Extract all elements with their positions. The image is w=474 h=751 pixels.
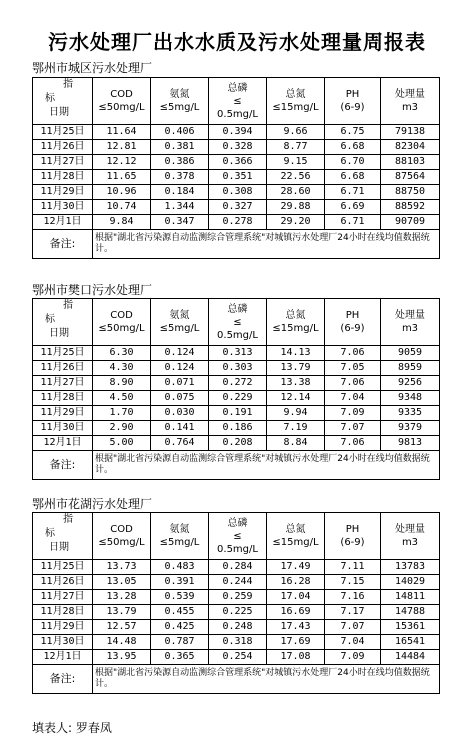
column-header-flow: 处理量 m3: [381, 299, 440, 346]
value-cell: 13783: [381, 560, 440, 575]
value-cell: 22.56: [267, 170, 325, 185]
column-header-cod: COD ≤50mg/L: [93, 299, 151, 346]
value-cell: 7.09: [325, 406, 381, 421]
table-row: [33, 650, 440, 665]
value-cell: 6.71: [325, 185, 381, 200]
value-cell: 0.386: [151, 155, 209, 170]
note-text: 根据"湖北省污染源自动监测综合管理系统"对城镇污水处理厂24小时在线均值数据统计。: [93, 451, 440, 480]
table-row: [33, 200, 440, 215]
value-cell: 0.406: [151, 125, 209, 140]
table-row: [33, 436, 440, 451]
section-label: 鄂州市花湖污水处理厂: [32, 497, 153, 511]
value-cell: 13.73: [93, 560, 151, 575]
table-row: [33, 170, 440, 185]
date-cell: 11月26日: [33, 140, 93, 155]
value-cell: 1.344: [151, 200, 209, 215]
column-header-ph: PH (6-9): [325, 78, 381, 125]
value-cell: 7.19: [267, 421, 325, 436]
column-header-nh3: 氨氮 ≤5mg/L: [151, 513, 209, 560]
value-cell: 0.394: [209, 125, 267, 140]
note-text: 根据"湖北省污染源自动监测综合管理系统"对城镇污水处理厂24小时在线均值数据统计。: [93, 665, 440, 694]
value-cell: 14788: [381, 605, 440, 620]
value-cell: 29.88: [267, 200, 325, 215]
value-cell: 8.84: [267, 436, 325, 451]
value-cell: 6.68: [325, 140, 381, 155]
value-cell: 0.378: [151, 170, 209, 185]
date-cell: 11月29日: [33, 620, 93, 635]
value-cell: 0.381: [151, 140, 209, 155]
value-cell: 0.248: [209, 620, 267, 635]
value-cell: 0.184: [151, 185, 209, 200]
value-cell: 9.15: [267, 155, 325, 170]
value-cell: 7.15: [325, 575, 381, 590]
value-cell: 9335: [381, 406, 440, 421]
column-header-tn: 总氮 ≤15mg/L: [267, 78, 325, 125]
value-cell: 7.04: [325, 391, 381, 406]
value-cell: 15361: [381, 620, 440, 635]
value-cell: 16.28: [267, 575, 325, 590]
value-cell: 0.539: [151, 590, 209, 605]
value-cell: 13.79: [93, 605, 151, 620]
value-cell: 16.69: [267, 605, 325, 620]
value-cell: 0.365: [151, 650, 209, 665]
value-cell: 9.84: [93, 215, 151, 230]
value-cell: 9059: [381, 346, 440, 361]
value-cell: 0.351: [209, 170, 267, 185]
date-cell: 11月25日: [33, 346, 93, 361]
value-cell: 12.12: [93, 155, 151, 170]
value-cell: 0.303: [209, 361, 267, 376]
value-cell: 17.08: [267, 650, 325, 665]
column-header-flow: 处理量 m3: [381, 78, 440, 125]
table-row: [33, 140, 440, 155]
value-cell: 6.75: [325, 125, 381, 140]
value-cell: 7.11: [325, 560, 381, 575]
value-cell: 0.186: [209, 421, 267, 436]
note-label: 备注:: [33, 665, 93, 694]
note-row: [33, 665, 440, 694]
date-cell: 11月25日: [33, 560, 93, 575]
value-cell: 7.16: [325, 590, 381, 605]
column-header-nh3: 氨氮 ≤5mg/L: [151, 299, 209, 346]
value-cell: 7.06: [325, 346, 381, 361]
value-cell: 0.141: [151, 421, 209, 436]
date-cell: 11月27日: [33, 590, 93, 605]
value-cell: 14.13: [267, 346, 325, 361]
value-cell: 0.244: [209, 575, 267, 590]
value-cell: 0.075: [151, 391, 209, 406]
value-cell: 0.208: [209, 436, 267, 451]
date-cell: 12月1日: [33, 650, 93, 665]
value-cell: 5.00: [93, 436, 151, 451]
value-cell: 79138: [381, 125, 440, 140]
value-cell: 0.318: [209, 635, 267, 650]
value-cell: 0.225: [209, 605, 267, 620]
date-cell: 11月25日: [33, 125, 93, 140]
column-header-flow: 处理量 m3: [381, 513, 440, 560]
value-cell: 13.05: [93, 575, 151, 590]
date-cell: 11月26日: [33, 361, 93, 376]
water-quality-table: [32, 77, 440, 259]
value-cell: 6.69: [325, 200, 381, 215]
table-row: [33, 406, 440, 421]
date-cell: 11月30日: [33, 635, 93, 650]
value-cell: 7.04: [325, 635, 381, 650]
value-cell: 0.278: [209, 215, 267, 230]
water-quality-table: [32, 512, 440, 694]
header-corner: 指 标 日期: [33, 78, 93, 125]
value-cell: 7.17: [325, 605, 381, 620]
value-cell: 14484: [381, 650, 440, 665]
value-cell: 0.254: [209, 650, 267, 665]
value-cell: 13.95: [93, 650, 151, 665]
table-row: [33, 155, 440, 170]
value-cell: 14811: [381, 590, 440, 605]
value-cell: 9379: [381, 421, 440, 436]
value-cell: 88592: [381, 200, 440, 215]
value-cell: 82304: [381, 140, 440, 155]
table-row: [33, 590, 440, 605]
date-cell: 11月30日: [33, 200, 93, 215]
value-cell: 0.327: [209, 200, 267, 215]
page-title: 污水处理厂出水水质及污水处理量周报表: [48, 30, 426, 54]
value-cell: 11.64: [93, 125, 151, 140]
value-cell: 28.60: [267, 185, 325, 200]
value-cell: 9256: [381, 376, 440, 391]
note-text: 根据"湖北省污染源自动监测综合管理系统"对城镇污水处理厂24小时在线均值数据统计。: [93, 230, 440, 259]
value-cell: 0.425: [151, 620, 209, 635]
value-cell: 0.124: [151, 346, 209, 361]
header-row: [33, 299, 440, 346]
value-cell: 0.124: [151, 361, 209, 376]
column-header-cod: COD ≤50mg/L: [93, 513, 151, 560]
table-row: [33, 361, 440, 376]
table-row: [33, 215, 440, 230]
note-row: [33, 451, 440, 480]
value-cell: 7.06: [325, 376, 381, 391]
value-cell: 0.347: [151, 215, 209, 230]
value-cell: 0.328: [209, 140, 267, 155]
value-cell: 6.68: [325, 170, 381, 185]
date-cell: 11月26日: [33, 575, 93, 590]
column-header-nh3: 氨氮 ≤5mg/L: [151, 78, 209, 125]
column-header-tp: 总磷 ≤ 0.5mg/L: [209, 78, 267, 125]
value-cell: 4.30: [93, 361, 151, 376]
value-cell: 88103: [381, 155, 440, 170]
value-cell: 17.04: [267, 590, 325, 605]
value-cell: 0.259: [209, 590, 267, 605]
column-header-tn: 总氮 ≤15mg/L: [267, 513, 325, 560]
section-label: 鄂州市樊口污水处理厂: [32, 283, 153, 297]
table-row: [33, 635, 440, 650]
value-cell: 0.191: [209, 406, 267, 421]
section-label: 鄂州市城区污水处理厂: [32, 61, 153, 75]
note-label: 备注:: [33, 230, 93, 259]
value-cell: 7.05: [325, 361, 381, 376]
table-row: [33, 575, 440, 590]
value-cell: 0.313: [209, 346, 267, 361]
value-cell: 88750: [381, 185, 440, 200]
water-quality-table: [32, 298, 440, 480]
value-cell: 0.391: [151, 575, 209, 590]
note-label: 备注:: [33, 451, 93, 480]
table-row: [33, 620, 440, 635]
date-cell: 12月1日: [33, 436, 93, 451]
value-cell: 7.06: [325, 436, 381, 451]
value-cell: 0.308: [209, 185, 267, 200]
table-row: [33, 185, 440, 200]
header-row: [33, 78, 440, 125]
value-cell: 9.66: [267, 125, 325, 140]
table-row: [33, 605, 440, 620]
value-cell: 87564: [381, 170, 440, 185]
date-cell: 11月28日: [33, 605, 93, 620]
date-cell: 11月27日: [33, 376, 93, 391]
value-cell: 9813: [381, 436, 440, 451]
value-cell: 13.79: [267, 361, 325, 376]
value-cell: 7.07: [325, 421, 381, 436]
value-cell: 8959: [381, 361, 440, 376]
table-row: [33, 560, 440, 575]
table-row: [33, 125, 440, 140]
date-cell: 11月30日: [33, 421, 93, 436]
column-header-tn: 总氮 ≤15mg/L: [267, 299, 325, 346]
value-cell: 2.90: [93, 421, 151, 436]
value-cell: 0.229: [209, 391, 267, 406]
value-cell: 0.455: [151, 605, 209, 620]
value-cell: 16541: [381, 635, 440, 650]
header-corner: 指 标 日期: [33, 299, 93, 346]
note-row: [33, 230, 440, 259]
date-cell: 11月28日: [33, 170, 93, 185]
table-row: [33, 391, 440, 406]
column-header-tp: 总磷 ≤ 0.5mg/L: [209, 299, 267, 346]
value-cell: 29.20: [267, 215, 325, 230]
column-header-tp: 总磷 ≤ 0.5mg/L: [209, 513, 267, 560]
value-cell: 12.57: [93, 620, 151, 635]
value-cell: 10.96: [93, 185, 151, 200]
header-corner: 指 标 日期: [33, 513, 93, 560]
header-row: [33, 513, 440, 560]
value-cell: 9.94: [267, 406, 325, 421]
table-row: [33, 376, 440, 391]
column-header-ph: PH (6-9): [325, 299, 381, 346]
value-cell: 7.09: [325, 650, 381, 665]
column-header-cod: COD ≤50mg/L: [93, 78, 151, 125]
date-cell: 11月27日: [33, 155, 93, 170]
value-cell: 0.071: [151, 376, 209, 391]
table-row: [33, 421, 440, 436]
value-cell: 17.69: [267, 635, 325, 650]
value-cell: 0.284: [209, 560, 267, 575]
value-cell: 17.49: [267, 560, 325, 575]
value-cell: 17.43: [267, 620, 325, 635]
value-cell: 8.77: [267, 140, 325, 155]
value-cell: 6.70: [325, 155, 381, 170]
value-cell: 10.74: [93, 200, 151, 215]
date-cell: 11月29日: [33, 185, 93, 200]
value-cell: 12.14: [267, 391, 325, 406]
value-cell: 1.70: [93, 406, 151, 421]
value-cell: 90709: [381, 215, 440, 230]
value-cell: 6.71: [325, 215, 381, 230]
table-row: [33, 346, 440, 361]
date-cell: 11月29日: [33, 406, 93, 421]
value-cell: 0.483: [151, 560, 209, 575]
value-cell: 6.30: [93, 346, 151, 361]
date-cell: 12月1日: [33, 215, 93, 230]
value-cell: 8.90: [93, 376, 151, 391]
column-header-ph: PH (6-9): [325, 513, 381, 560]
value-cell: 0.272: [209, 376, 267, 391]
value-cell: 0.366: [209, 155, 267, 170]
value-cell: 13.28: [93, 590, 151, 605]
value-cell: 0.030: [151, 406, 209, 421]
date-cell: 11月28日: [33, 391, 93, 406]
value-cell: 9348: [381, 391, 440, 406]
value-cell: 14.48: [93, 635, 151, 650]
value-cell: 4.50: [93, 391, 151, 406]
filler-name: 填表人: 罗春凤: [32, 721, 112, 735]
value-cell: 14029: [381, 575, 440, 590]
value-cell: 0.764: [151, 436, 209, 451]
value-cell: 13.38: [267, 376, 325, 391]
value-cell: 0.787: [151, 635, 209, 650]
value-cell: 12.81: [93, 140, 151, 155]
value-cell: 7.07: [325, 620, 381, 635]
value-cell: 11.65: [93, 170, 151, 185]
